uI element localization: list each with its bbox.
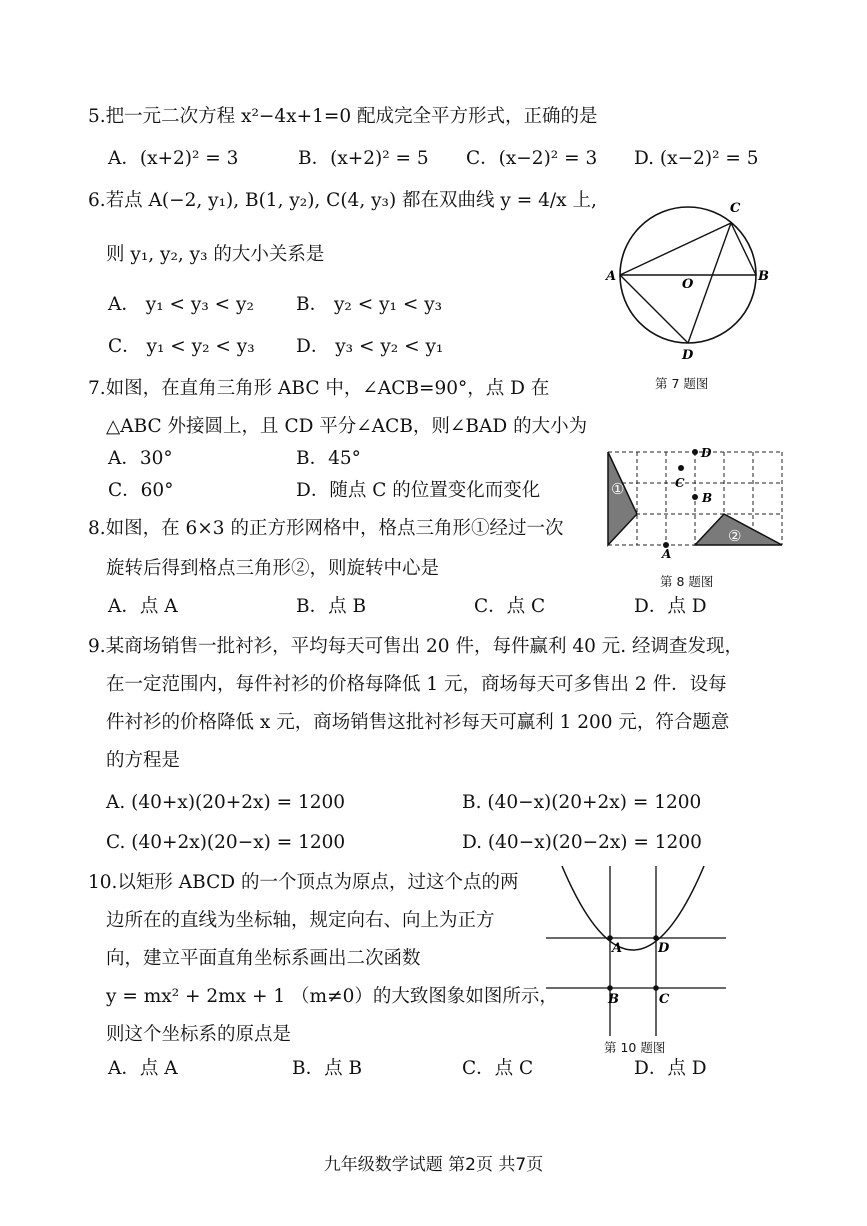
q8-option-a: A．点 A [108,596,178,617]
label-c: C [730,201,741,216]
label-a: A [662,547,672,560]
label-triangle-2: ② [728,527,742,545]
q9-option-b: B. (40−x)(20+2x) = 1200 [462,792,702,813]
q10-option-d: D．点 D [634,1058,707,1079]
q9-option-d: D. (40−x)(20−2x) = 1200 [462,832,702,853]
q5-stem: 5.把一元二次方程 x²−4x+1=0 配成完全平方形式，正确的是 [88,106,598,127]
q9-line-3: 件衬衫的价格降低 x 元，商场销售这批衬衫每天可赢利 1 200 元，符合题意 [106,712,730,733]
q6-option-a: A． y₁ < y₃ < y₂ [108,294,254,315]
point-d [692,449,698,455]
q8-option-d: D．点 D [634,596,707,617]
q5-option-b: B．(x+2)² = 5 [298,148,429,169]
figure-q7 [598,196,778,368]
label-c: C [659,992,670,1007]
parabola-diagram [546,864,728,1040]
q5-option-d: D. (x−2)² = 5 [634,148,759,169]
q10-option-a: A．点 A [108,1058,178,1079]
q7-option-c: C．60° [108,480,174,501]
figure-q8 [604,446,784,560]
q6-option-d: D． y₃ < y₂ < y₁ [296,336,444,357]
q7-stem: 7.如图，在直角三角形 ABC 中，∠ACB=90°，点 D 在 [88,378,550,399]
q8-option-b: B．点 B [296,596,367,617]
label-b: B [758,269,769,284]
segment-ad [620,275,688,343]
q7-option-d: D．随点 C 的位置变化而变化 [296,480,541,501]
label-d: D [682,348,694,363]
figure-q8-caption: 第 8 题图 [660,574,714,589]
label-d: D [658,941,670,956]
q6-option-c: C． y₁ < y₂ < y₃ [108,336,255,357]
q5-option-a: A．(x+2)² = 3 [108,148,239,169]
point-b [692,494,698,500]
q7-option-a: A．30° [108,448,173,469]
q10-line-2: 边所在的直线为坐标轴，规定向右、向上为正方 [106,910,495,931]
label-c: C [675,476,685,490]
figure-q7-caption: 第 7 题图 [655,376,709,391]
segment-cd [688,223,731,343]
q8-stem-2: 旋转后得到格点三角形②，则旋转中心是 [106,558,440,579]
q9-option-a: A. (40+x)(20+2x) = 1200 [106,792,346,813]
q9-line-4: 的方程是 [106,750,181,771]
figure-q10-caption: 第 10 题图 [604,1040,666,1055]
q6-stem: 6.若点 A(−2, y₁), B(1, y₂), C(4, y₃) 都在双曲线 y = 4/x 上, [88,190,597,211]
grid-diagram [604,446,784,560]
circle-diagram [598,196,778,368]
label-b: B [702,491,713,505]
label-a: A [606,269,617,284]
q9-line-2: 在一定范围内，每件衬衫的价格每降低 1 元，商场每天可多售出 2 件．设每 [106,674,727,695]
point-c [653,985,659,991]
label-d: D [701,446,712,460]
q5-option-c: C．(x−2)² = 3 [466,148,598,169]
q9-option-c: C. (40+2x)(20−x) = 1200 [106,832,346,853]
point-a [607,935,613,941]
q9-line-1: 9.某商场销售一批衬衫，平均每天可售出 20 件，每件赢利 40 元. 经调查发现， [88,636,744,657]
q10-option-b: B．点 B [292,1058,363,1079]
q10-line-5: 则这个坐标系的原点是 [106,1024,292,1045]
q6-stem-2: 则 y₁, y₂, y₃ 的大小关系是 [106,244,325,265]
q7-stem-2: △ABC 外接圆上，且 CD 平分∠ACB，则∠BAD 的大小为 [106,416,588,437]
q10-option-c: C．点 C [462,1058,534,1079]
q8-stem: 8.如图，在 6×3 的正方形网格中，格点三角形①经过一次 [88,518,564,539]
triangle-1 [608,452,637,545]
q8-option-c: C．点 C [474,596,546,617]
q7-option-b: B．45° [296,448,361,469]
page-footer: 九年级数学试题 第2页 共7页 [323,1155,544,1175]
point-b [607,985,613,991]
label-triangle-1: ① [611,480,625,498]
label-b: B [608,992,619,1007]
q10-line-1: 10.以矩形 ABCD 的一个顶点为原点，过这个点的两 [88,872,519,893]
point-d [653,935,659,941]
q10-line-4: y = mx² + 2mx + 1 （m≠0）的大致图象如图所示， [106,986,558,1007]
label-a: A [612,941,623,956]
label-o: O [682,277,694,292]
q10-line-3: 向，建立平面直角坐标系画出二次函数 [106,948,421,969]
segment-cb [731,223,756,275]
point-c [678,465,684,471]
figure-q10 [546,864,728,1040]
q6-option-b: B． y₂ < y₁ < y₃ [296,294,443,315]
